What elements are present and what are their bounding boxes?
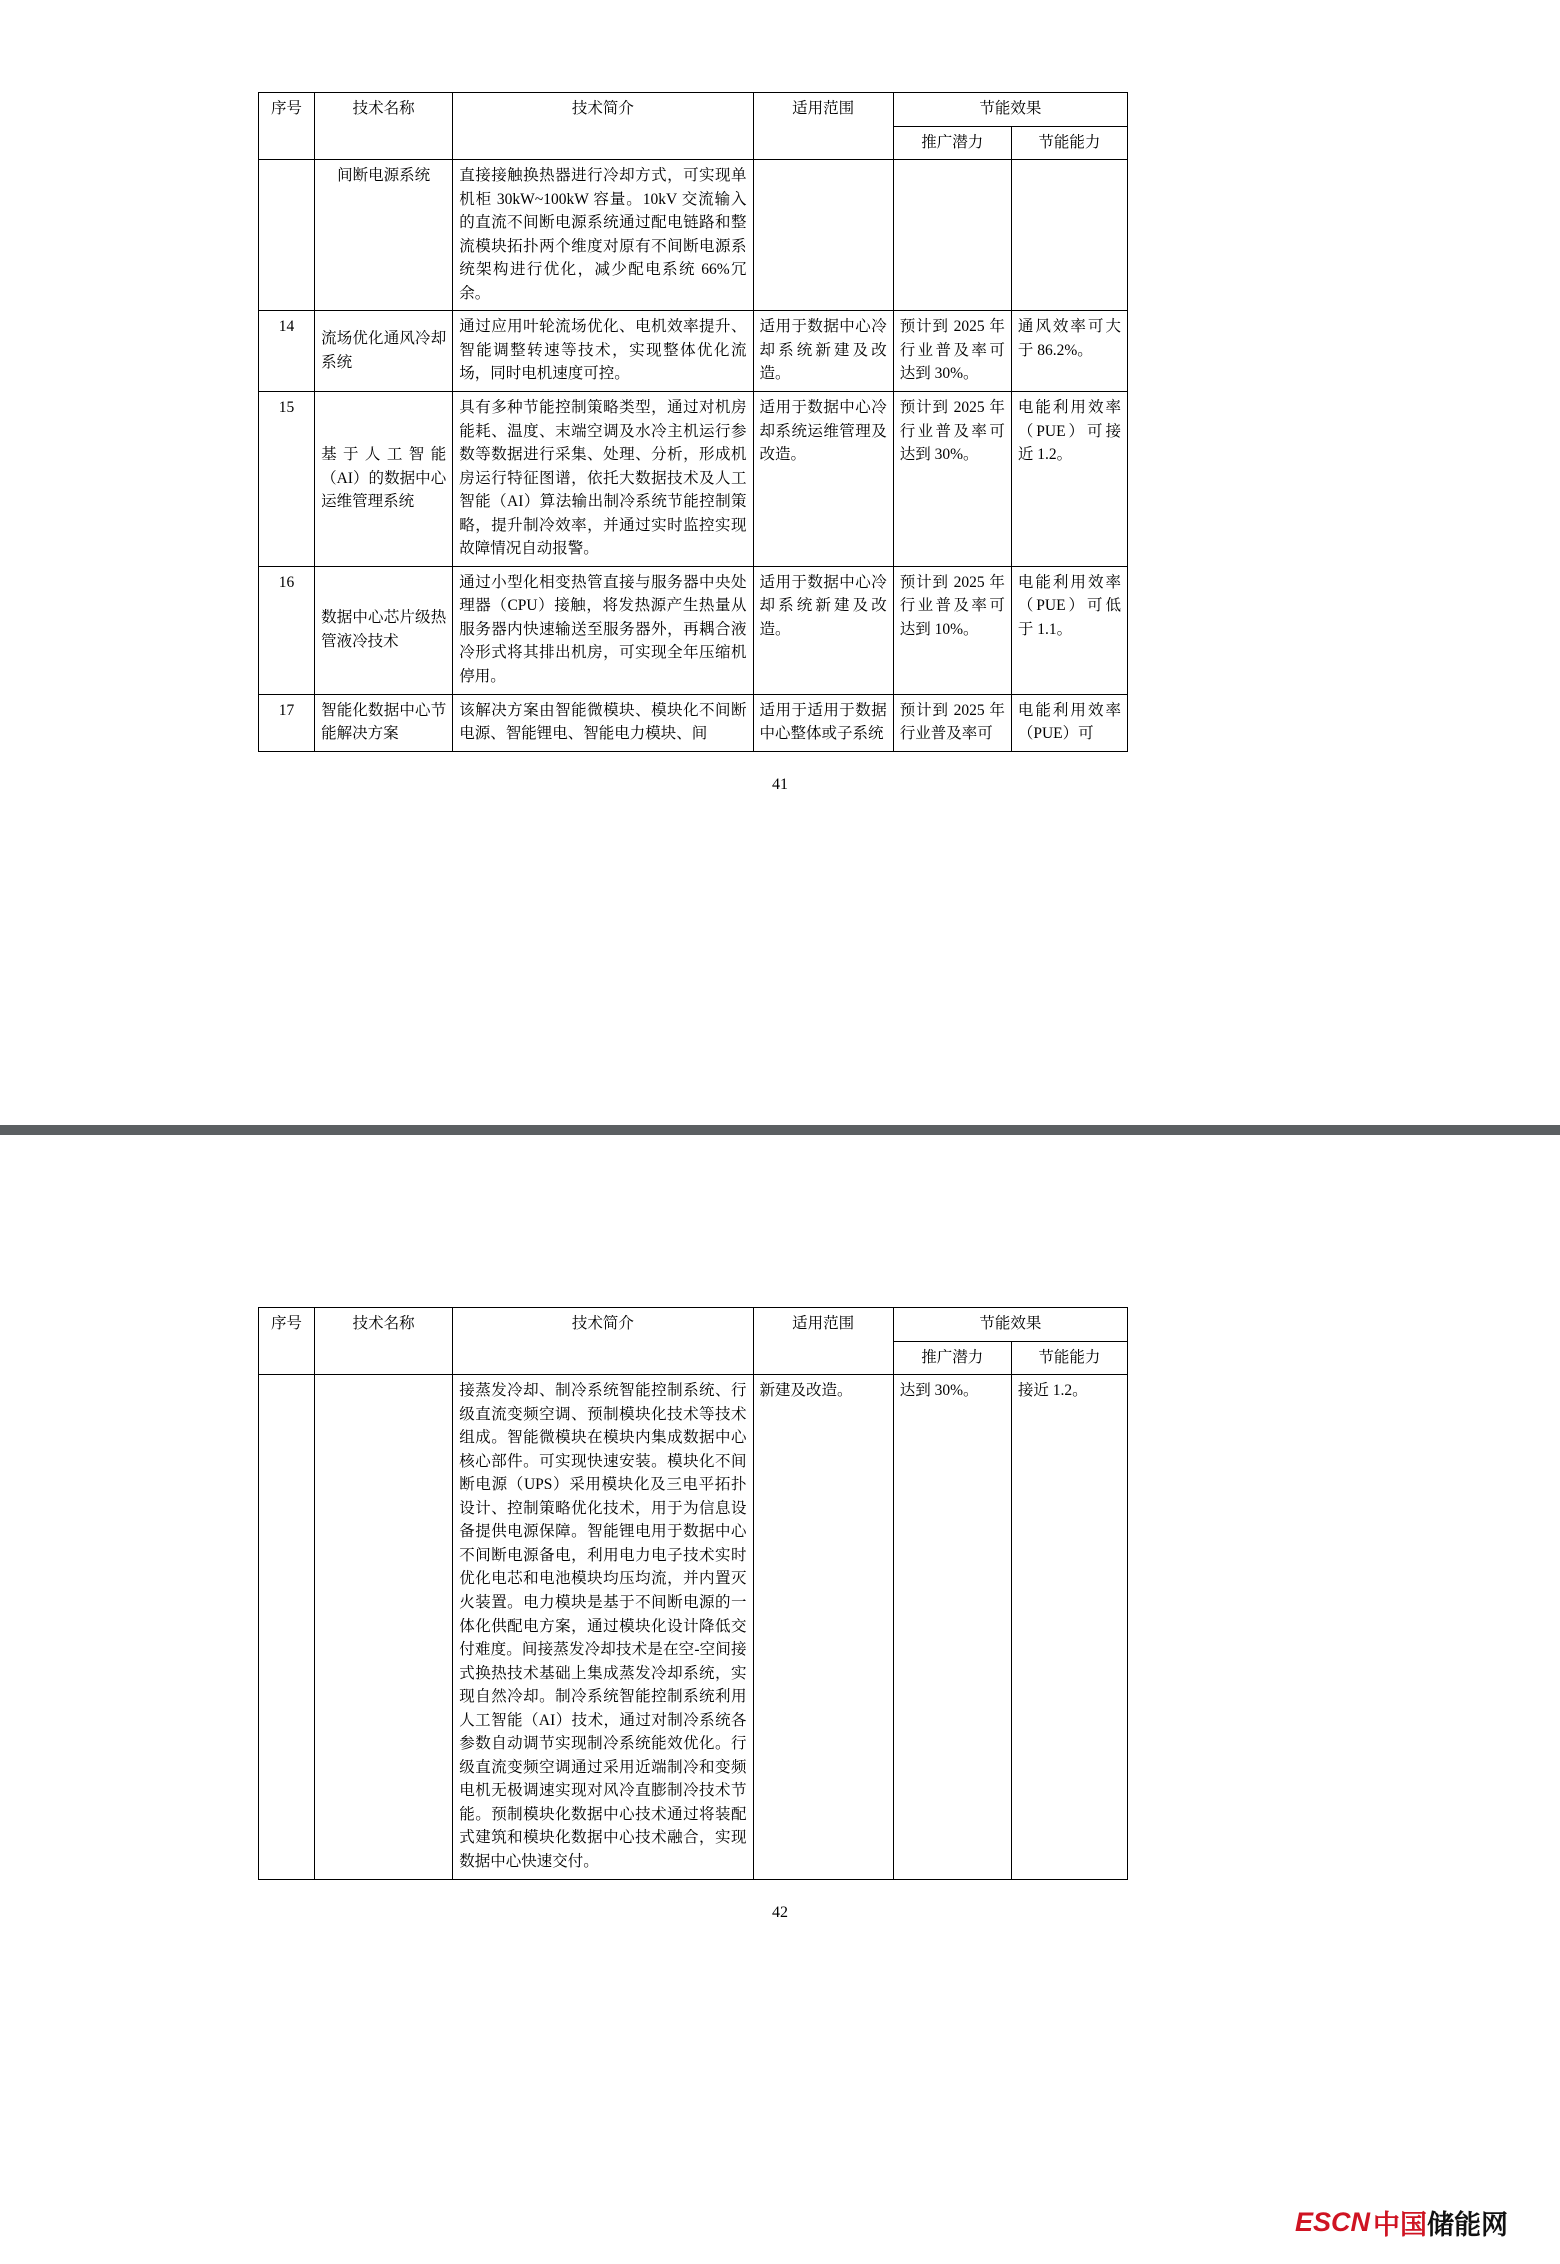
table-row: [259, 1375, 1128, 1879]
header-potential: 推广潜力: [893, 1341, 1011, 1375]
cell-no: 16: [259, 566, 315, 694]
page-2-top-spacer: [0, 1135, 1560, 1307]
page-1-content: [130, 92, 1430, 794]
escn-logo-latin: ESCN: [1294, 2207, 1370, 2237]
table-row: [259, 694, 1128, 751]
cell-potential: 预计到 2025 年行业普及率可达到 30%。: [893, 311, 1011, 392]
cell-potential: [893, 160, 1011, 311]
page-2-content: [130, 1307, 1430, 1922]
document-page-2: [0, 1135, 1560, 2264]
cell-potential: 预计到 2025 年行业普及率可达到 10%。: [893, 566, 1011, 694]
cell-scope: 适用于数据中心冷却系统运维管理及改造。: [753, 392, 893, 567]
escn-logo-cn-black: 储能网: [1427, 2210, 1508, 2240]
technology-table-page-2: [258, 1307, 1128, 1880]
cell-capacity: 电能利用效率（PUE）可接近 1.2。: [1011, 392, 1127, 567]
table-row: [259, 311, 1128, 392]
header-no: 序号: [259, 93, 315, 160]
page-number: 41: [772, 775, 788, 793]
escn-logo: [1295, 2203, 1508, 2242]
header-potential: 推广潜力: [893, 126, 1011, 160]
header-desc: 技术简介: [453, 93, 753, 160]
cell-desc: 通过小型化相变热管直接与服务器中央处理器（CPU）接触，将发热源产生热量从服务器内快速输送至服务器外，再耦合液冷形式将其排出机房，可实现全年压缩机停用。: [453, 566, 753, 694]
escn-logo-cn-red: 中国: [1373, 2210, 1427, 2240]
cell-desc: 该解决方案由智能微模块、模块化不间断电源、智能锂电、智能电力模块、间: [453, 694, 753, 751]
table-row: [259, 392, 1128, 567]
cell-name: 间断电源系统: [315, 160, 453, 311]
cell-desc: 接蒸发冷却、制冷系统智能控制系统、行级直流变频空调、预制模块化技术等技术组成。智能微模块在模块内集成数据中心核心部件。可实现快速安装。模块化不间断电源（UPS）采用模块化及三电平拓扑设计、控制策略优化技术，用于为信息设备提供电源保障。智能锂电用于数据中心不间断电源备电，利用电力电子技术实时优化电芯和电池模块均压均流，并内置灭火装置。电力模块是基于不间断电源的一体化供配电方案，通过模块化设计降低交付难度。间接蒸发冷却技术是在空-空间接式换热技术基础上集成蒸发冷却系统，实现自然冷却。制冷系统智能控制系统利用人工智能（AI）技术，通过对制冷系统各参数自动调节实现制冷系统能效优化。行级直流变频空调通过采用近端制冷和变频电机无极调速实现对风冷直膨制冷技术节能。预制模块化数据中心技术通过将装配式建筑和模块化数据中心技术融合，实现数据中心快速交付。: [453, 1375, 753, 1879]
cell-no: 14: [259, 311, 315, 392]
page-number: 42: [772, 1903, 788, 1921]
header-effect: 节能效果: [893, 93, 1127, 127]
cell-scope: 适用于适用于数据中心整体或子系统: [753, 694, 893, 751]
cell-desc: 通过应用叶轮流场优化、电机效率提升、智能调整转速等技术，实现整体优化流场，同时电机速度可控。: [453, 311, 753, 392]
cell-capacity: 通风效率可大于 86.2%。: [1011, 311, 1127, 392]
cell-capacity: 电能利用效率（PUE）可低于 1.1。: [1011, 566, 1127, 694]
cell-scope: 适用于数据中心冷却系统新建及改造。: [753, 311, 893, 392]
cell-name: [315, 1375, 453, 1879]
cell-capacity: 电能利用效率（PUE）可: [1011, 694, 1127, 751]
cell-potential: 预计到 2025 年行业普及率可达到 30%。: [893, 392, 1011, 567]
header-no: 序号: [259, 1308, 315, 1375]
cell-name: 智能化数据中心节能解决方案: [315, 694, 453, 751]
cell-scope: 适用于数据中心冷却系统新建及改造。: [753, 566, 893, 694]
header-effect: 节能效果: [893, 1308, 1127, 1342]
table-row: [259, 566, 1128, 694]
cell-scope: 新建及改造。: [753, 1375, 893, 1879]
header-capacity: 节能能力: [1011, 126, 1127, 160]
header-desc: 技术简介: [453, 1308, 753, 1375]
header-scope: 适用范围: [753, 93, 893, 160]
cell-name: 基于人工智能（AI）的数据中心运维管理系统: [315, 392, 453, 567]
page-divider: [0, 1125, 1560, 1135]
header-capacity: 节能能力: [1011, 1341, 1127, 1375]
cell-capacity: [1011, 160, 1127, 311]
page-gap: [0, 1070, 1560, 1125]
header-name: 技术名称: [315, 1308, 453, 1375]
table-header-row-1: [259, 93, 1128, 127]
header-scope: 适用范围: [753, 1308, 893, 1375]
cell-name: 流场优化通风冷却系统: [315, 311, 453, 392]
cell-no: [259, 1375, 315, 1879]
cell-no: 15: [259, 392, 315, 567]
cell-scope: [753, 160, 893, 311]
cell-capacity: 接近 1.2。: [1011, 1375, 1127, 1879]
cell-potential: 预计到 2025 年行业普及率可: [893, 694, 1011, 751]
header-name: 技术名称: [315, 93, 453, 160]
cell-desc: 具有多种节能控制策略类型，通过对机房能耗、温度、末端空调及水冷主机运行参数等数据进行采集、处理、分析，形成机房运行特征图谱，依托大数据技术及人工智能（AI）算法输出制冷系统节能控制策略，提升制冷效率，并通过实时监控实现故障情况自动报警。: [453, 392, 753, 567]
cell-no: 17: [259, 694, 315, 751]
page-1-top-spacer: [0, 0, 1560, 92]
cell-name: 数据中心芯片级热管液冷技术: [315, 566, 453, 694]
cell-potential: 达到 30%。: [893, 1375, 1011, 1879]
cell-no: [259, 160, 315, 311]
cell-desc: 直接接触换热器进行冷却方式，可实现单机柜 30kW~100kW 容量。10kV 交流输入的直流不间断电源系统通过配电链路和整流模块拓扑两个维度对原有不间断电源系统架构进行优化，减少配电系统 66%冗余。: [453, 160, 753, 311]
table-header-row-1: [259, 1308, 1128, 1342]
table-row: [259, 160, 1128, 311]
technology-table-page-1: [258, 92, 1128, 752]
document-page-1: [0, 0, 1560, 1070]
